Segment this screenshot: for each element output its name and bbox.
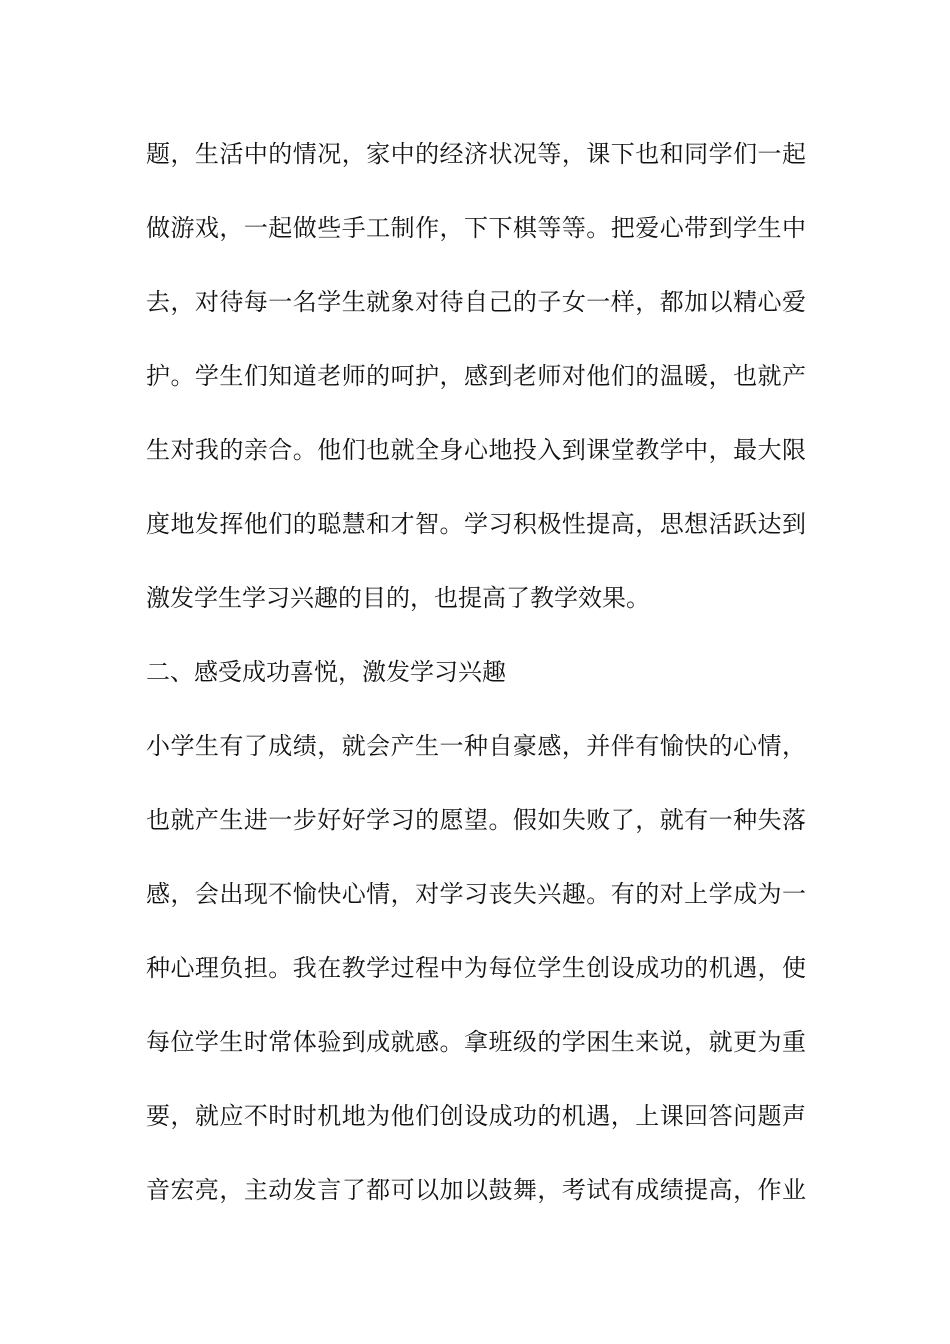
paragraph-line: 做游戏，一起做些手工制作，下下棋等等。把爱心带到学生中 bbox=[146, 214, 806, 242]
paragraph-line: 每位学生时常体验到成就感。拿班级的学困生来说，就更为重 bbox=[146, 1028, 806, 1056]
paragraph-line-last: 激发学生学习兴趣的目的，也提高了教学效果。 bbox=[146, 584, 650, 612]
paragraph-line: 感，会出现不愉快心情，对学习丧失兴趣。有的对上学成为一 bbox=[146, 880, 806, 908]
paragraph-line: 音宏亮，主动发言了都可以加以鼓舞，考试有成绩提高，作业 bbox=[146, 1176, 806, 1204]
paragraph-line: 生对我的亲合。他们也就全身心地投入到课堂教学中，最大限 bbox=[146, 436, 806, 464]
paragraph-line: 小学生有了成绩，就会产生一种自豪感，并伴有愉快的心情， bbox=[146, 732, 806, 760]
section-heading: 二、感受成功喜悦，激发学习兴趣 bbox=[146, 658, 506, 686]
paragraph-line: 度地发挥他们的聪慧和才智。学习积极性提高，思想活跃达到 bbox=[146, 510, 806, 538]
paragraph-line: 护。学生们知道老师的呵护，感到老师对他们的温暖，也就产 bbox=[146, 362, 806, 390]
paragraph-line: 题，生活中的情况，家中的经济状况等，课下也和同学们一起 bbox=[146, 140, 806, 168]
paragraph-line: 也就产生进一步好好学习的愿望。假如失败了，就有一种失落 bbox=[146, 806, 806, 834]
paragraph-line: 种心理负担。我在教学过程中为每位学生创设成功的机遇，使 bbox=[146, 954, 806, 982]
paragraph-line: 要，就应不时时机地为他们创设成功的机遇，上课回答问题声 bbox=[146, 1102, 806, 1130]
paragraph-line: 去，对待每一名学生就象对待自己的子女一样，都加以精心爱 bbox=[146, 288, 806, 316]
